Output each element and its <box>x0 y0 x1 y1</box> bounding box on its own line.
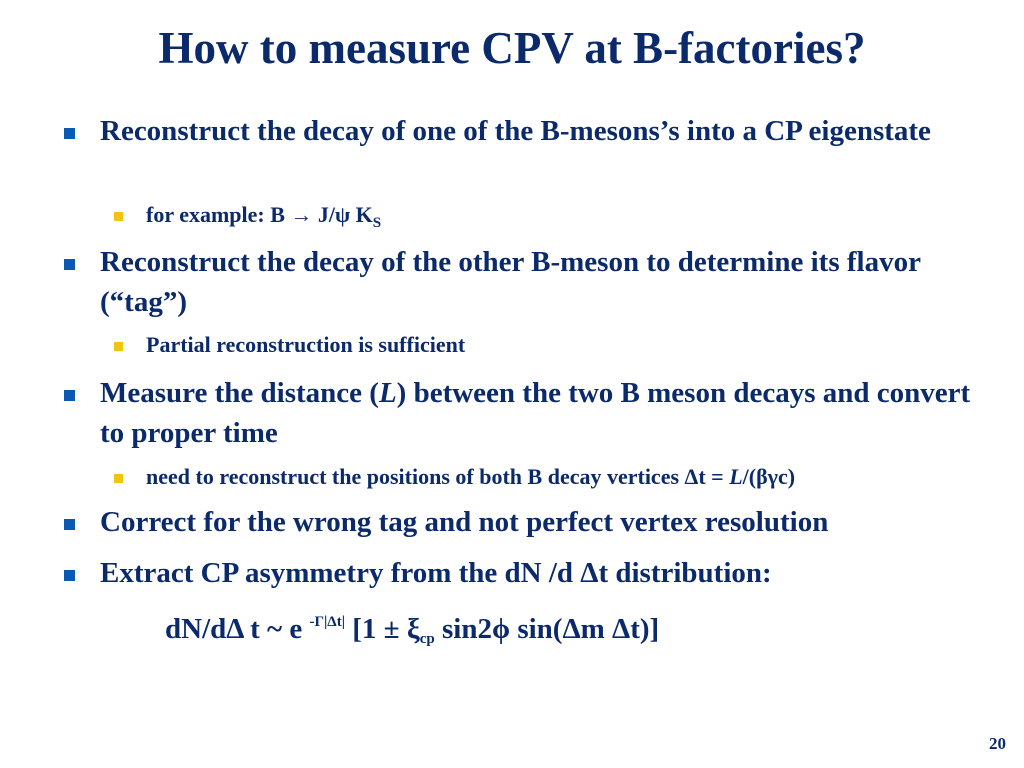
bullet-3-sub-text <box>146 464 1006 490</box>
bullet-3-sub-italic: L <box>729 464 743 489</box>
bullet-2-sub-text: Partial reconstruction is sufficient <box>146 332 466 357</box>
sub-bullet-marker-icon <box>114 212 123 221</box>
bullet-4-text: Correct for the wrong tag and not perfect vertex resolution <box>100 506 829 538</box>
bullet-3-after: ) between the two B meson decays and convert to proper time <box>100 377 971 449</box>
formula-middle: [1 ± ξ <box>345 613 420 645</box>
bullet-3-sub-suffix: /(βγc) <box>742 464 796 489</box>
bullet-1-text: Reconstruct the decay of one of the B-mesons’s into a CP eigenstate <box>100 115 931 147</box>
slide-title: How to measure CPV at B-factories? <box>158 23 866 73</box>
bullet-1-sub-prefix: for example: B <box>146 202 285 227</box>
bullet-marker-icon <box>64 128 75 139</box>
bullet-5-text: Extract CP asymmetry from the dN /d Δt distribution: <box>100 557 772 589</box>
bullet-marker-icon <box>64 259 75 270</box>
formula <box>165 602 659 659</box>
sub-bullet-marker-icon <box>114 474 123 483</box>
bullet-3-sub-prefix: need to reconstruct the positions of both B decay vertices Δt = <box>146 464 730 489</box>
arrow-symbol: → <box>290 202 313 227</box>
sub-bullet-marker-icon <box>114 342 123 351</box>
bullet-marker-icon <box>64 390 75 401</box>
formula-subscript: cp <box>419 631 435 647</box>
formula-exponent: -Γ|Δt| <box>309 614 345 630</box>
bullet-1-sub-text <box>146 202 1006 236</box>
bullet-2-text: Reconstruct the decay of the other B-meson to determine its flavor (“tag”) <box>100 246 921 318</box>
bullet-3-italic: L <box>378 377 397 409</box>
bullet-1-sub-middle: J/ψ K <box>317 202 373 227</box>
page-number: 20 <box>989 734 1006 753</box>
bullet-3-text <box>100 373 990 453</box>
bullet-marker-icon <box>64 519 75 530</box>
bullet-marker-icon <box>64 570 75 581</box>
bullet-3-before: Measure the distance ( <box>100 377 379 409</box>
bullet-1-sub-subscript: S <box>372 215 382 231</box>
formula-tail: sin2ϕ sin(Δm Δt)] <box>434 613 660 645</box>
formula-lead: dN/dΔ t ~ e <box>165 613 310 645</box>
